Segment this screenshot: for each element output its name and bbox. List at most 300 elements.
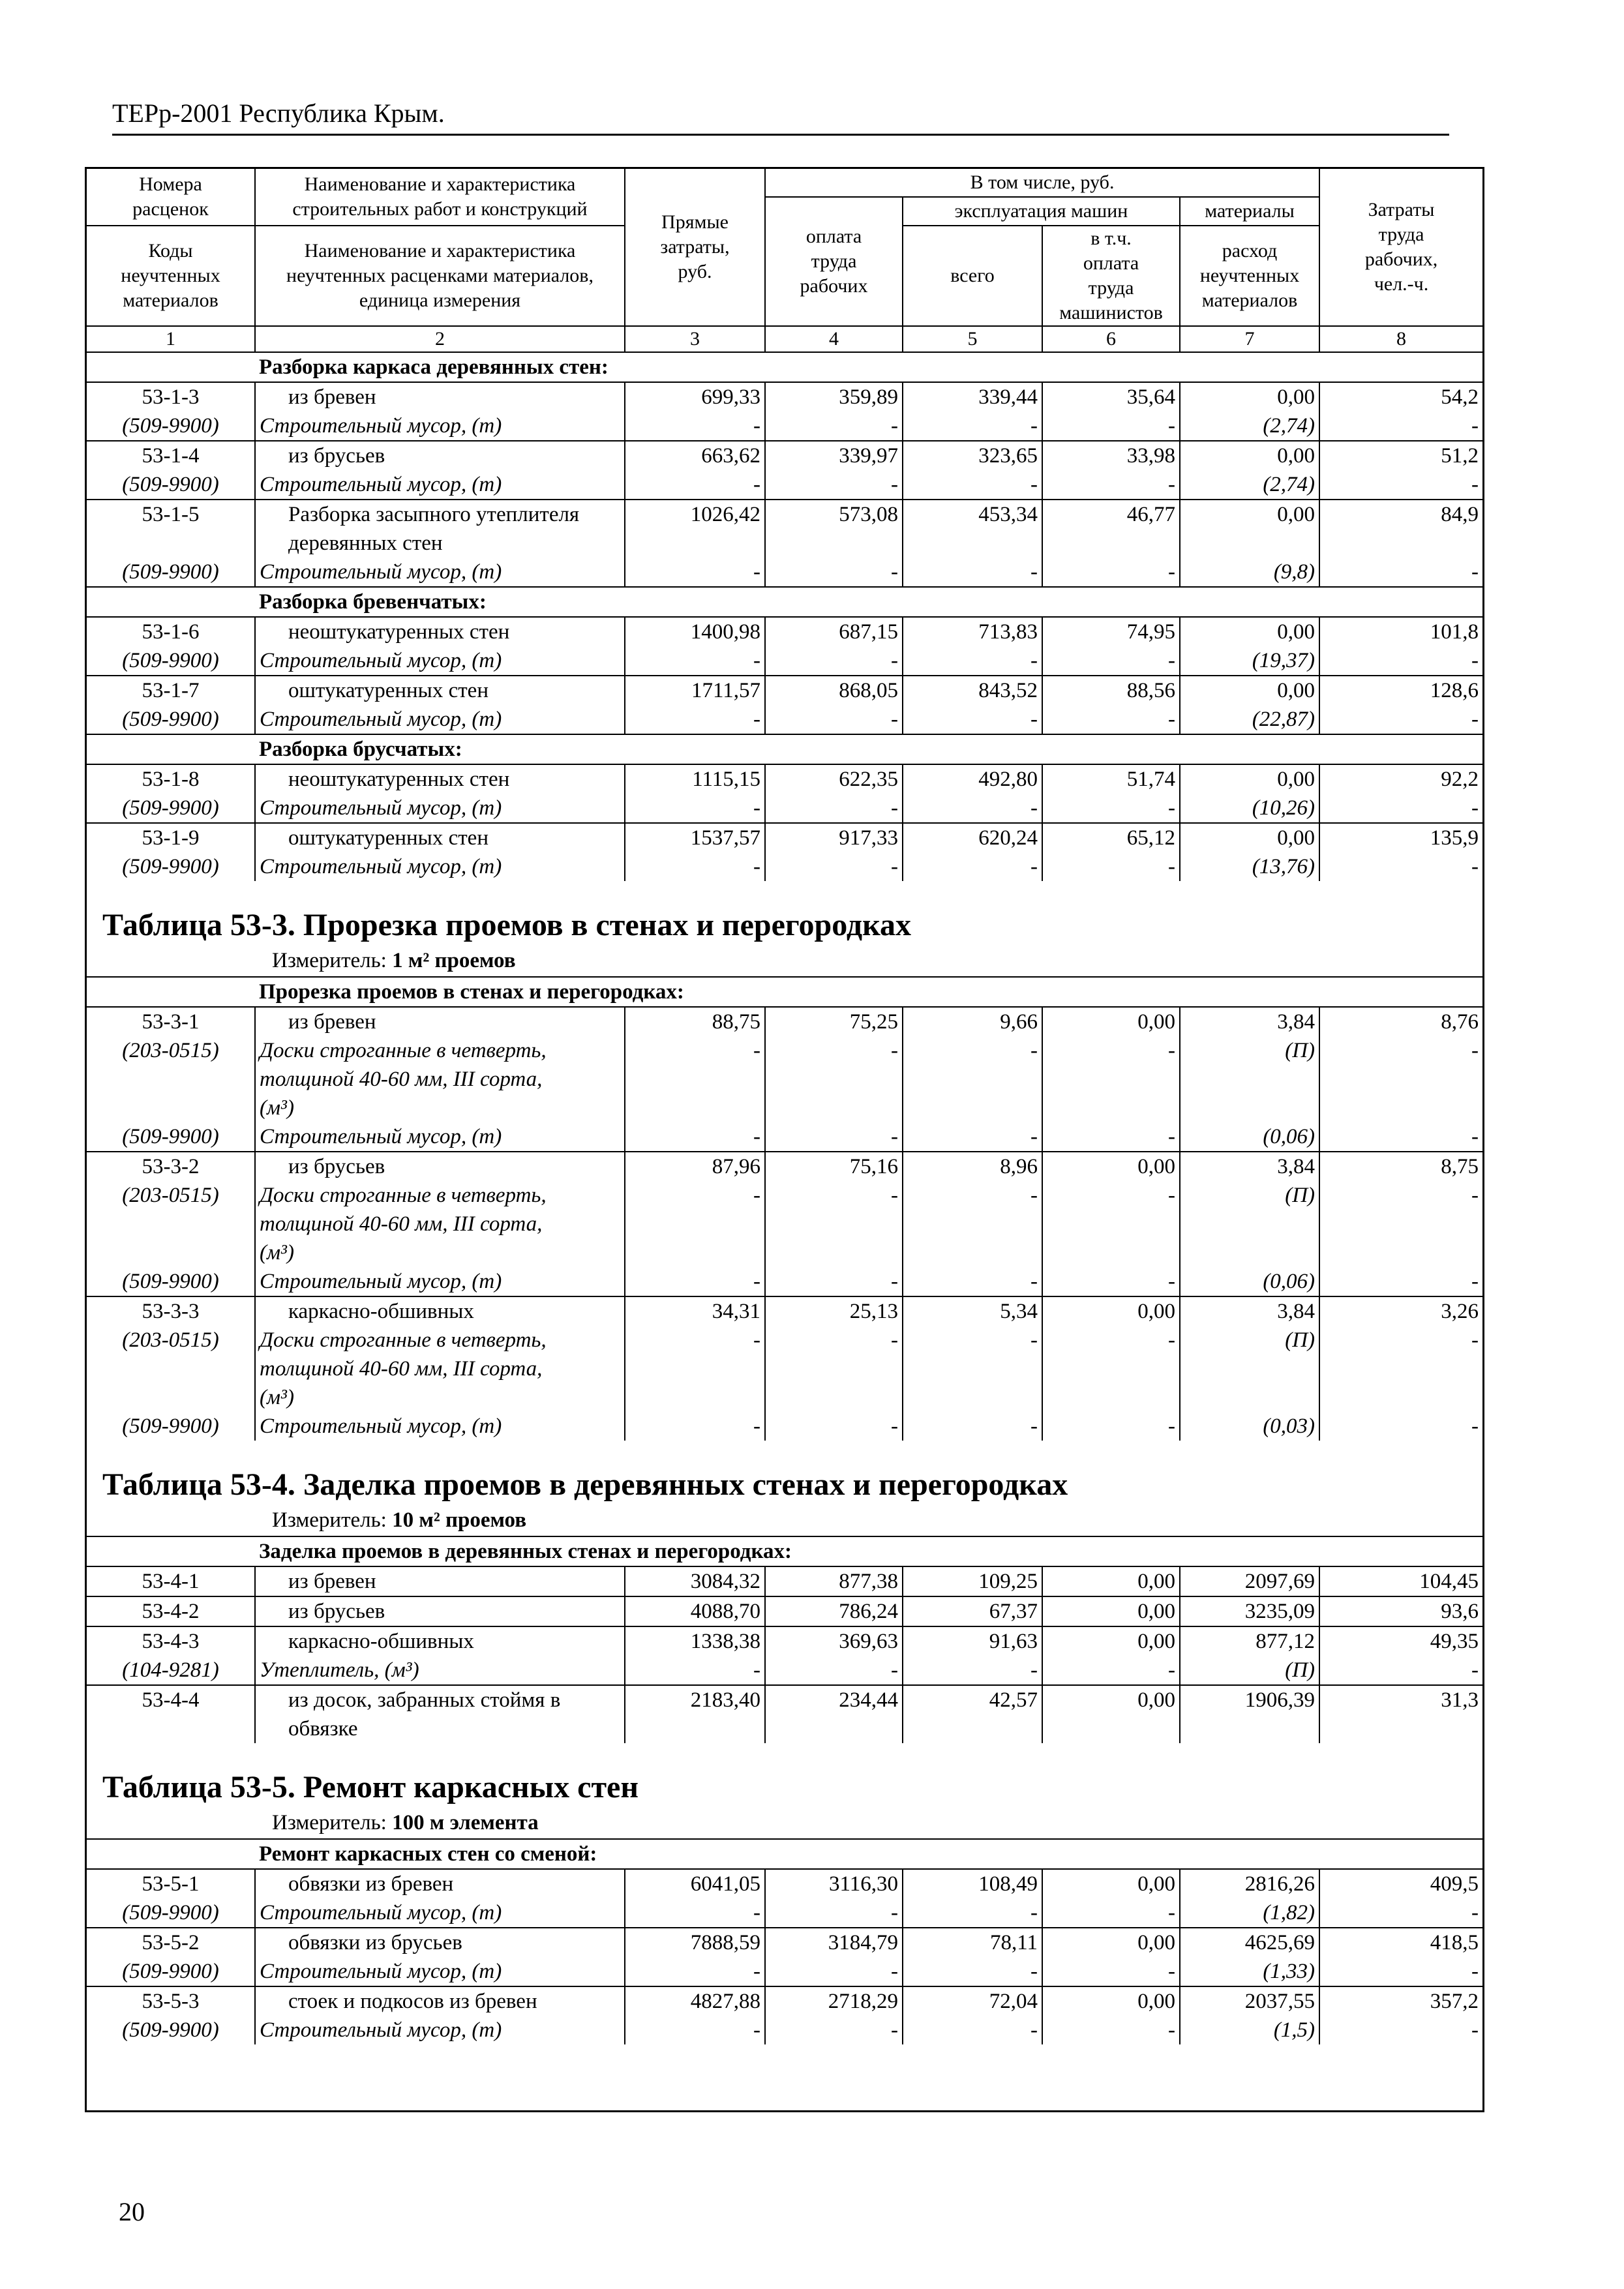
direct-costs: 1115,15 (625, 764, 765, 794)
group-heading-row (87, 734, 1482, 764)
work-name-material: Утеплитель, (м³) (255, 1656, 625, 1685)
direct-costs-material: - (625, 1656, 765, 1685)
labor-hours-material: - (1471, 707, 1479, 731)
material-use-material: (2,74) (1180, 411, 1319, 441)
table-row (87, 705, 1482, 734)
direct-costs-material: - (625, 852, 765, 881)
labor-hours: 128,6 (1319, 676, 1482, 705)
machinist-wages-material: - (1042, 1122, 1180, 1152)
labor-hours: 51,2 (1319, 441, 1482, 470)
table-title: Таблица 53-5. Ремонт каркасных стен (102, 1769, 639, 1804)
machinist-wages: 0,00 (1042, 1152, 1180, 1181)
work-name: оштукатуренных стен (255, 823, 625, 852)
labor-hours: 135,9 (1319, 823, 1482, 852)
table-row (87, 1685, 1482, 1743)
table-row (87, 1986, 1482, 2016)
col-head-material-use: расход неучтенных материалов (1180, 226, 1319, 326)
machinist-wages-material: - (1042, 1656, 1180, 1685)
machinist-wages-material: - (1042, 794, 1180, 823)
measure (87, 1807, 1482, 1839)
machinist-wages-material: - (1042, 646, 1180, 676)
work-name-material: Строительный мусор, (т) (255, 411, 625, 441)
worker-wages-material: - (765, 470, 903, 500)
machine-total: 339,44 (903, 382, 1042, 411)
work-name-material: Строительный мусор, (т) (255, 794, 625, 823)
work-name: неоштукатуренных стен (255, 617, 625, 646)
group-heading-row (87, 1536, 1482, 1566)
machinist-wages: 88,56 (1042, 676, 1180, 705)
col-head-machines: эксплуатация машин (903, 197, 1180, 226)
worker-wages: 687,15 (765, 617, 903, 646)
machine-total-material: - (903, 558, 1042, 587)
material-use: 1906,39 (1180, 1685, 1319, 1743)
table-row (87, 1656, 1482, 1685)
machine-total: 109,25 (903, 1566, 1042, 1596)
material-use: 0,00 (1180, 441, 1319, 470)
work-name: оштукатуренных стен (255, 676, 625, 705)
col-head-material-codes: Коды неучтенных материалов (87, 226, 255, 326)
material-use-material: (1,33) (1180, 1957, 1319, 1986)
measure-row (87, 1807, 1482, 1839)
table-row (87, 823, 1482, 852)
table-row (87, 1122, 1482, 1152)
direct-costs: 1711,57 (625, 676, 765, 705)
measure (87, 1504, 1482, 1536)
measure-label: Измеритель: (272, 948, 393, 972)
material-use: 2097,69 (1180, 1566, 1319, 1596)
material-use: 2816,26 (1180, 1869, 1319, 1898)
machinist-wages: 0,00 (1042, 1928, 1180, 1957)
page-number: 20 (119, 2197, 145, 2226)
rate-code: 53-1-6 (87, 617, 255, 646)
direct-costs: 4827,88 (625, 1986, 765, 2016)
rate-code-material: (509-9900) (87, 1957, 255, 1986)
table-row (87, 1626, 1482, 1656)
worker-wages-material: - (765, 1181, 903, 1267)
direct-costs-material: - (625, 1267, 765, 1296)
table-row (87, 676, 1482, 705)
col-head-mach-total: всего (903, 226, 1042, 326)
group-heading: Разборка каркаса деревянных стен: (87, 352, 1482, 382)
worker-wages-material: - (765, 1036, 903, 1122)
worker-wages-material: - (765, 1957, 903, 1986)
machinist-wages: 65,12 (1042, 823, 1180, 852)
material-use-material: (0,03) (1180, 1412, 1319, 1441)
work-name-material: Строительный мусор, (т) (255, 1898, 625, 1928)
table-row (87, 1869, 1482, 1898)
machinist-wages-material: - (1042, 1326, 1180, 1412)
table-row (87, 1326, 1482, 1412)
work-name-material: Строительный мусор, (т) (255, 1122, 625, 1152)
machine-total: 78,11 (903, 1928, 1042, 1957)
labor-hours: 418,5 (1319, 1928, 1482, 1957)
table-row (87, 1152, 1482, 1181)
table-row (87, 1267, 1482, 1296)
machinist-wages: 35,64 (1042, 382, 1180, 411)
rate-code: 53-4-4 (87, 1685, 255, 1743)
worker-wages: 573,08 (765, 500, 903, 558)
work-name-material: Строительный мусор, (т) (255, 2016, 625, 2044)
work-name: обвязки из бревен (255, 1869, 625, 1898)
material-use: 0,00 (1180, 676, 1319, 705)
rate-code-material: (203-0515) (87, 1181, 255, 1267)
machinist-wages: 0,00 (1042, 1007, 1180, 1036)
machinist-wages-material: - (1042, 1036, 1180, 1122)
rate-code-material: (509-9900) (87, 1122, 255, 1152)
labor-hours-material: - (1471, 1658, 1479, 1682)
measure-row (87, 1504, 1482, 1536)
labor-hours-material: - (1471, 648, 1479, 672)
labor-hours: 409,5 (1430, 1872, 1479, 1896)
table-title: Таблица 53-3. Прорезка проемов в стенах и перегородках (102, 907, 912, 942)
table-title-row (87, 1441, 1482, 1504)
machinist-wages-material: - (1042, 1181, 1180, 1267)
material-use: 0,00 (1180, 382, 1319, 411)
worker-wages: 868,05 (765, 676, 903, 705)
work-name: Разборка засыпного утеплителя деревянных стен (255, 500, 625, 558)
machinist-wages-material: - (1042, 558, 1180, 587)
machine-total-material: - (903, 2016, 1042, 2044)
worker-wages-material: - (765, 1898, 903, 1928)
rate-code-material: (509-9900) (87, 411, 255, 441)
machine-total: 492,80 (903, 764, 1042, 794)
rate-code-material: (509-9900) (87, 2016, 255, 2044)
rate-code-material: (203-0515) (87, 1036, 255, 1122)
material-use: 0,00 (1180, 764, 1319, 794)
col-num: 1 (87, 326, 255, 352)
direct-costs: 3084,32 (625, 1566, 765, 1596)
group-heading: Заделка проемов в деревянных стенах и перегородках: (87, 1536, 1482, 1566)
material-use-material: (П) (1180, 1326, 1319, 1412)
measure-value: 100 м элемента (392, 1810, 539, 1834)
table-row (87, 470, 1482, 500)
worker-wages-material: - (765, 1412, 903, 1441)
work-name: из брусьев (255, 1152, 625, 1181)
rate-code: 53-4-3 (87, 1626, 255, 1656)
machine-total: 108,49 (903, 1869, 1042, 1898)
work-name-material: Строительный мусор, (т) (255, 1957, 625, 1986)
material-use-material: (2,74) (1180, 470, 1319, 500)
material-use: 3235,09 (1180, 1596, 1319, 1626)
machine-total-material: - (903, 1122, 1042, 1152)
col-num: 4 (765, 326, 903, 352)
direct-costs: 4088,70 (625, 1596, 765, 1626)
machine-total-material: - (903, 1898, 1042, 1928)
labor-hours-material: - (1471, 1183, 1479, 1207)
direct-costs-material: - (625, 1898, 765, 1928)
rate-code: 53-1-3 (87, 382, 255, 411)
labor-hours-material: - (1471, 1269, 1479, 1293)
direct-costs-material: - (625, 794, 765, 823)
work-name-material: Строительный мусор, (т) (255, 558, 625, 587)
direct-costs: 1026,42 (625, 500, 765, 558)
material-use-material: (1,5) (1180, 2016, 1319, 2044)
material-use-material: (9,8) (1180, 558, 1319, 587)
group-heading: Прорезка проемов в стенах и перегородках: (87, 977, 1482, 1007)
labor-hours: 92,2 (1441, 767, 1479, 791)
work-name: обвязки из брусьев (255, 1928, 625, 1957)
table-row (87, 764, 1482, 794)
machine-total: 42,57 (903, 1685, 1042, 1743)
rate-code: 53-5-3 (87, 1986, 255, 2016)
machinist-wages-material: - (1042, 1898, 1180, 1928)
direct-costs-material: - (625, 411, 765, 441)
work-name-material: Строительный мусор, (т) (255, 1412, 625, 1441)
table-row (87, 382, 1482, 411)
rate-code-material: (509-9900) (87, 558, 255, 587)
machinist-wages: 0,00 (1042, 1296, 1180, 1326)
material-use-material: (22,87) (1180, 705, 1319, 734)
rate-code: 53-1-4 (87, 441, 255, 470)
machinist-wages: 0,00 (1042, 1626, 1180, 1656)
col-num: 7 (1180, 326, 1319, 352)
machinist-wages-material: - (1042, 470, 1180, 500)
rate-code: 53-1-7 (87, 676, 255, 705)
table-row (87, 1566, 1482, 1596)
table-row (87, 558, 1482, 587)
machine-total-material: - (903, 852, 1042, 881)
table-row (87, 852, 1482, 881)
labor-hours-material: - (1471, 2018, 1479, 2042)
rate-code: 53-1-9 (87, 823, 255, 852)
work-name-material: Строительный мусор, (т) (255, 470, 625, 500)
machine-total-material: - (903, 1957, 1042, 1986)
col-num: 6 (1042, 326, 1180, 352)
running-head: ТЕРр-2001 Республика Крым. (112, 98, 445, 128)
material-use-material: (П) (1180, 1181, 1319, 1267)
work-name: каркасно-обшивных (255, 1296, 625, 1326)
machine-total-material: - (903, 1412, 1042, 1441)
labor-hours: 31,3 (1319, 1685, 1482, 1743)
rate-code: 53-4-2 (87, 1596, 255, 1626)
col-head-name: Наименование и характеристика строительных работ и конструкций (255, 168, 625, 226)
measure-value: 1 м² проемов (392, 948, 516, 972)
worker-wages-material: - (765, 2016, 903, 2044)
worker-wages-material: - (765, 705, 903, 734)
labor-hours: 84,9 (1319, 500, 1482, 558)
labor-hours-material: - (1471, 1124, 1479, 1148)
worker-wages: 917,33 (765, 823, 903, 852)
work-name: из бревен (255, 382, 625, 411)
col-head-codes: Номера расценок (87, 168, 255, 226)
machine-total-material: - (903, 1656, 1042, 1685)
col-head-material-name: Наименование и характеристика неучтенных расценками материалов, единица измерения (255, 226, 625, 326)
rate-code-material: (509-9900) (87, 470, 255, 500)
direct-costs: 7888,59 (625, 1928, 765, 1957)
labor-hours-material: - (1471, 472, 1479, 496)
machinist-wages: 0,00 (1042, 1869, 1180, 1898)
machine-total: 67,37 (903, 1596, 1042, 1626)
machine-total: 8,96 (903, 1152, 1042, 1181)
worker-wages: 359,89 (765, 382, 903, 411)
machinist-wages: 0,00 (1042, 1596, 1180, 1626)
rate-code-material: (509-9900) (87, 794, 255, 823)
labor-hours: 8,75 (1319, 1152, 1482, 1181)
rate-code-material: (203-0515) (87, 1326, 255, 1412)
worker-wages: 234,44 (765, 1685, 903, 1743)
machinist-wages-material: - (1042, 1267, 1180, 1296)
worker-wages: 622,35 (765, 764, 903, 794)
machine-total-material: - (903, 1326, 1042, 1412)
worker-wages: 877,38 (765, 1566, 903, 1596)
table-title: Таблица 53-4. Заделка проемов в деревянных стенах и перегородках (102, 1467, 1068, 1502)
direct-costs: 2183,40 (625, 1685, 765, 1743)
material-use: 0,00 (1180, 500, 1319, 558)
table-row (87, 441, 1482, 470)
direct-costs: 34,31 (625, 1296, 765, 1326)
material-use-material: (П) (1180, 1036, 1319, 1122)
table-title-row (87, 1743, 1482, 1807)
direct-costs-material: - (625, 705, 765, 734)
labor-hours: 8,76 (1441, 1010, 1479, 1034)
machinist-wages: 51,74 (1042, 764, 1180, 794)
col-num: 5 (903, 326, 1042, 352)
work-name-material: Строительный мусор, (т) (255, 705, 625, 734)
measure-value: 10 м² проемов (392, 1508, 527, 1532)
table-row (87, 1412, 1482, 1441)
table-row (87, 1928, 1482, 1957)
worker-wages: 75,16 (765, 1152, 903, 1181)
col-head-direct: Прямые затраты, руб. (625, 168, 765, 326)
labor-hours: 49,35 (1319, 1626, 1482, 1656)
work-name: из бревен (255, 1566, 625, 1596)
rate-code: 53-3-3 (87, 1296, 255, 1326)
direct-costs: 1338,38 (625, 1626, 765, 1656)
rate-code-material: (509-9900) (87, 1412, 255, 1441)
labor-hours: 357,2 (1319, 1986, 1482, 2016)
work-name-material: Строительный мусор, (т) (255, 646, 625, 676)
worker-wages: 2718,29 (765, 1986, 903, 2016)
direct-costs-material: - (625, 470, 765, 500)
machinist-wages: 0,00 (1042, 1566, 1180, 1596)
work-name: из брусьев (255, 441, 625, 470)
rate-code: 53-1-8 (87, 764, 255, 794)
material-use-material: (0,06) (1180, 1122, 1319, 1152)
price-table-frame (85, 167, 1484, 2112)
measure-label: Измеритель: (272, 1508, 393, 1532)
direct-costs: 1400,98 (625, 617, 765, 646)
work-name-material: Строительный мусор, (т) (255, 852, 625, 881)
material-use-material: (П) (1180, 1656, 1319, 1685)
worker-wages: 25,13 (765, 1296, 903, 1326)
rate-code: 53-5-2 (87, 1928, 255, 1957)
measure (87, 945, 1482, 977)
table-row (87, 646, 1482, 676)
column-numbers-row (87, 326, 1482, 352)
group-heading-row (87, 977, 1482, 1007)
table-body (87, 352, 1482, 2044)
material-use-material: (0,06) (1180, 1267, 1319, 1296)
work-name: неоштукатуренных стен (255, 764, 625, 794)
rate-code: 53-5-1 (87, 1869, 255, 1898)
table-row (87, 794, 1482, 823)
measure-row (87, 945, 1482, 977)
worker-wages-material: - (765, 1267, 903, 1296)
machinist-wages-material: - (1042, 1957, 1180, 1986)
machine-total: 5,34 (903, 1296, 1042, 1326)
machinist-wages-material: - (1042, 852, 1180, 881)
rate-code: 53-4-1 (87, 1566, 255, 1596)
material-use: 3,84 (1180, 1152, 1319, 1181)
rate-code: 53-3-2 (87, 1152, 255, 1181)
machine-total-material: - (903, 705, 1042, 734)
labor-hours-material: - (1471, 1414, 1479, 1438)
table-row (87, 1898, 1482, 1928)
group-heading: Ремонт каркасных стен со сменой: (87, 1839, 1482, 1869)
measure-label: Измеритель: (272, 1810, 393, 1834)
table-row (87, 1596, 1482, 1626)
work-name: из брусьев (255, 1596, 625, 1626)
work-name: каркасно-обшивных (255, 1626, 625, 1656)
machinist-wages-material: - (1042, 705, 1180, 734)
machine-total-material: - (903, 1036, 1042, 1122)
machinist-wages: 33,98 (1042, 441, 1180, 470)
material-use: 3,84 (1180, 1296, 1319, 1326)
direct-costs-material: - (625, 558, 765, 587)
labor-hours-material: - (1471, 1900, 1479, 1924)
labor-hours-material: - (1471, 413, 1479, 438)
worker-wages-material: - (765, 411, 903, 441)
table-row (87, 411, 1482, 441)
machine-total-material: - (903, 1267, 1042, 1296)
group-heading-row (87, 352, 1482, 382)
col-head-incl: В том числе, руб. (765, 168, 1319, 197)
worker-wages: 3184,79 (765, 1928, 903, 1957)
material-use-material: (13,76) (1180, 852, 1319, 881)
group-heading: Разборка бревенчатых: (87, 587, 1482, 617)
material-use: 877,12 (1180, 1626, 1319, 1656)
worker-wages-material: - (765, 852, 903, 881)
group-heading: Разборка брусчатых: (87, 734, 1482, 764)
material-use: 2037,55 (1180, 1986, 1319, 2016)
rate-code-material: (509-9900) (87, 1267, 255, 1296)
worker-wages: 75,25 (765, 1007, 903, 1036)
machine-total-material: - (903, 646, 1042, 676)
table-row (87, 1296, 1482, 1326)
labor-hours-material: - (1471, 1038, 1479, 1062)
direct-costs-material: - (625, 646, 765, 676)
material-use-material: (1,82) (1180, 1898, 1319, 1928)
col-head-mach-wages: в т.ч. оплата труда машинистов (1042, 226, 1180, 326)
machinist-wages: 46,77 (1042, 500, 1180, 558)
rate-code-material: (509-9900) (87, 705, 255, 734)
worker-wages: 339,97 (765, 441, 903, 470)
table-row (87, 1036, 1482, 1122)
material-use: 0,00 (1180, 823, 1319, 852)
col-num: 3 (625, 326, 765, 352)
table-row (87, 617, 1482, 646)
worker-wages-material: - (765, 558, 903, 587)
direct-costs-material: - (625, 1122, 765, 1152)
machine-total: 453,34 (903, 500, 1042, 558)
rate-code: 53-1-5 (87, 500, 255, 558)
direct-costs-material: - (625, 1326, 765, 1412)
work-name-material: Доски строганные в четверть, толщиной 40-60 мм, III сорта, (м³) (255, 1326, 625, 1412)
machinist-wages: 0,00 (1042, 1986, 1180, 2016)
header-rule (112, 134, 1449, 136)
machine-total-material: - (903, 470, 1042, 500)
table-row (87, 1957, 1482, 1986)
direct-costs: 663,62 (625, 441, 765, 470)
machine-total-material: - (903, 411, 1042, 441)
machine-total: 72,04 (903, 1986, 1042, 2016)
table-title-row (87, 881, 1482, 945)
material-use: 4625,69 (1180, 1928, 1319, 1957)
material-use: 3,84 (1180, 1007, 1319, 1036)
worker-wages-material: - (765, 646, 903, 676)
rate-code-material: (104-9281) (87, 1656, 255, 1685)
labor-hours-material: - (1471, 854, 1479, 878)
